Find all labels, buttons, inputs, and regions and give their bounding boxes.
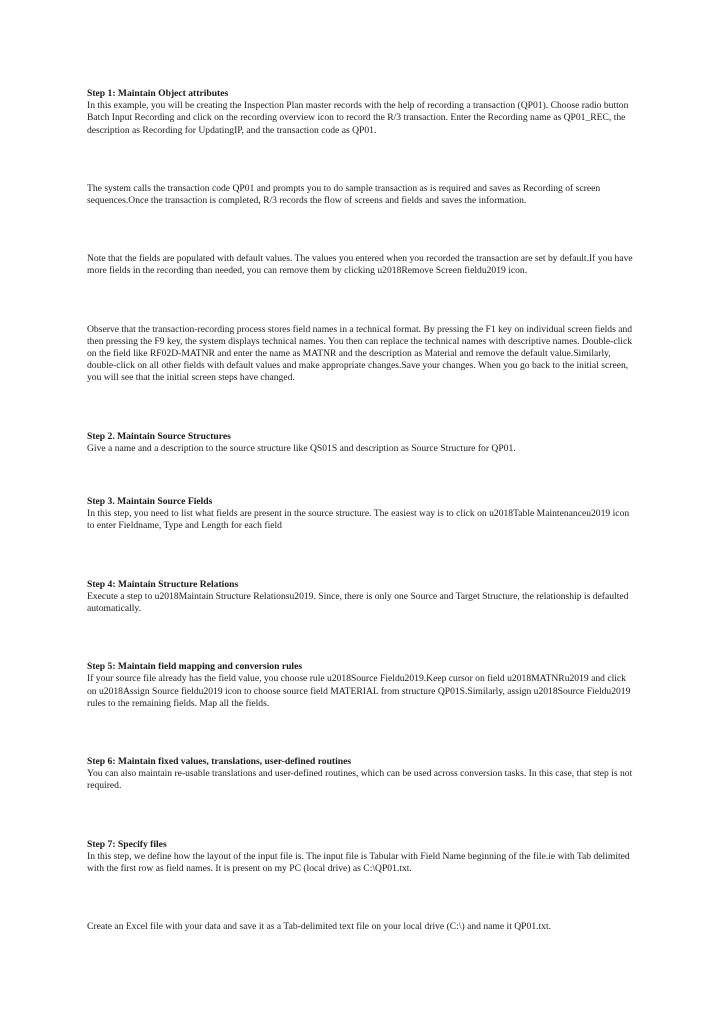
section-heading: Step 4: Maintain Structure Relations xyxy=(87,578,239,590)
section-paragraph: Give a name and a description to the source structure like QS01S and description as Source Structure for QP01. xyxy=(87,442,516,454)
section-step-4 xyxy=(87,579,635,616)
section-paragraph: Observe that the transaction-recording process stores field names in a technical format. By pressing the F1 key on individual screen fields and then pressing the F9 key, the system displays technical names. You then can replace the technical names with descriptive names. Double-click on the field like RF02D-MATNR and enter the name as MATNR and the description as Material and remove the default value.Similarly, double-click on all other fields with default values and make appropriate changes.Save your changes. When you go back to the initial screen, you will see that the initial screen steps have changed. xyxy=(87,323,633,384)
spacer xyxy=(87,455,635,496)
section-step-7 xyxy=(87,839,635,876)
section-paragraph: If your source file already has the field value, you choose rule u2018Source Fieldu2019.Keep cursor on field u2018MATNRu2019 and click on u2018Assign Source fieldu2019 icon to choose source field MATERIAL from structure QP01S.Similarly, assign u2018Source Fieldu2019 rules to the remaining fields. Map all the fields. xyxy=(87,673,631,709)
section-paragraph: You can also maintain re-usable translations and user-defined routines, which can be used across conversion tasks. In this case, that step is not required. xyxy=(87,768,633,792)
paragraph-default-values xyxy=(87,253,635,277)
section-step-1 xyxy=(87,88,635,137)
spacer xyxy=(87,278,635,324)
paragraph-technical-names xyxy=(87,324,635,385)
section-step-6 xyxy=(87,756,635,793)
spacer xyxy=(87,710,635,756)
section-heading: Step 7: Specify files xyxy=(87,838,167,850)
section-paragraph: In this example, you will be creating the Inspection Plan master records with the help of recording a transaction (QP01). Choose radio button Batch Input Recording and click on the recording overview icon to record the R/3 transaction. Enter the Recording name as QP01_REC, the description as Recording for UpdatingIP, and the transaction code as QP01. xyxy=(87,100,629,136)
spacer xyxy=(87,385,635,431)
spacer xyxy=(87,615,635,661)
spacer xyxy=(87,875,635,921)
paragraph-create-excel xyxy=(87,921,635,933)
paragraph-system-calls xyxy=(87,183,635,207)
section-heading: Step 2. Maintain Source Structures xyxy=(87,430,231,442)
section-step-3 xyxy=(87,496,635,533)
section-paragraph: In this step, you need to list what fields are present in the source structure. The easiest way is to click on u2018Table Maintenanceu2019 icon to enter Fieldname, Type and Length for each field xyxy=(87,508,630,532)
section-heading: Step 6: Maintain fixed values, translations, user-defined routines xyxy=(87,756,352,768)
spacer xyxy=(87,137,635,183)
document-page xyxy=(87,88,635,934)
spacer xyxy=(87,533,635,579)
section-step-5 xyxy=(87,661,635,710)
section-paragraph: Execute a step to u2018Maintain Structure Relationsu2019. Since, there is only one Source and Target Structure, the relationship is defaulted automatically. xyxy=(87,590,629,615)
section-paragraph: The system calls the transaction code QP01 and prompts you to do sample transaction as is required and saves as Recording of screen sequences.Once the transaction is completed, R/3 records the flow of screens and fields and saves the information. xyxy=(87,182,601,207)
section-step-2 xyxy=(87,431,635,455)
section-heading: Step 1: Maintain Object attributes xyxy=(87,88,229,99)
section-heading: Step 3. Maintain Source Fields xyxy=(87,496,213,508)
section-paragraph: In this step, we define how the layout of the input file is. The input file is Tabular with Field Name beginning of the file.ie with Tab delimited with the first row as field names. It is present on my PC (local drive) as C:\QP01.txt. xyxy=(87,850,630,875)
section-heading: Step 5: Maintain field mapping and conversion rules xyxy=(87,661,303,673)
section-paragraph: Note that the fields are populated with default values. The values you entered when you recorded the transaction are set by default.If you have more fields in the recording than needed, you can remove them by clicking u2018Remove Screen fieldu2019 icon. xyxy=(87,253,633,277)
spacer xyxy=(87,793,635,839)
section-paragraph: Create an Excel file with your data and save it as a Tab-delimited text file on your local drive (C:\) and name it QP01.txt. xyxy=(87,921,552,933)
spacer xyxy=(87,207,635,253)
